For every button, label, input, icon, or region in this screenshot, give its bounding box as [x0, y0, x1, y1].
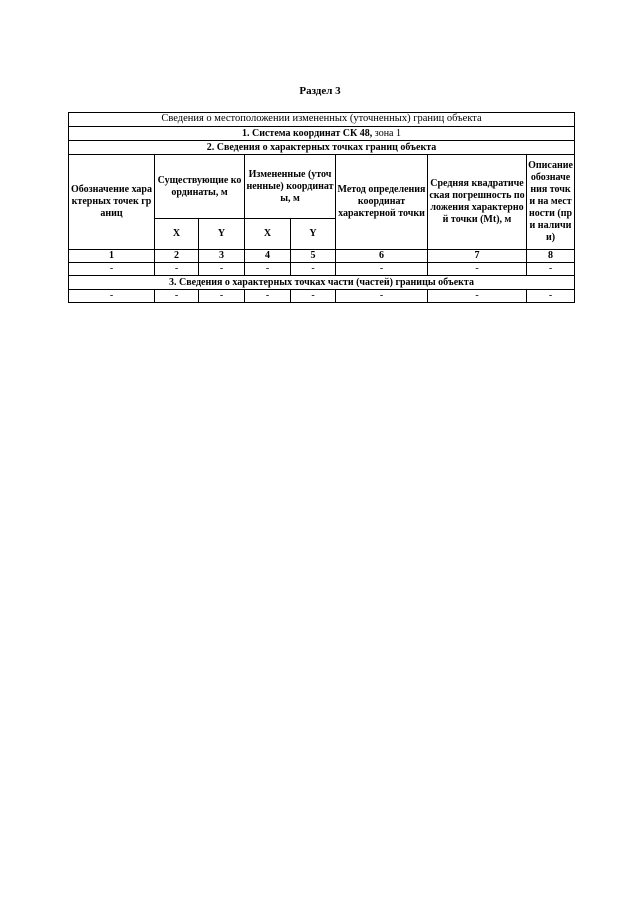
- column-number: 6: [336, 250, 428, 263]
- header-method: Метод определения координат характерной точки: [336, 155, 428, 250]
- subheader-y-changed: Y: [291, 219, 336, 250]
- column-number: 7: [428, 250, 527, 263]
- table-cell: -: [199, 290, 245, 303]
- column-number: 5: [291, 250, 336, 263]
- table-cell: -: [199, 263, 245, 276]
- subheader-y-existing: Y: [199, 219, 245, 250]
- coordinate-system-row: [69, 127, 575, 141]
- table-cell: -: [69, 290, 155, 303]
- table-cell: -: [155, 263, 199, 276]
- points-section-row: 2. Сведения о характерных точках границ объекта: [69, 141, 575, 155]
- header-mean-error: Средняя квадратическая погрешность положения характерной точки (Mt), м: [428, 155, 527, 250]
- table-banner: Сведения о местоположении измененных (уточненных) границ объекта: [69, 113, 575, 127]
- column-number: 8: [527, 250, 575, 263]
- subheader-x-existing: X: [155, 219, 199, 250]
- table-cell: -: [428, 263, 527, 276]
- table-cell: -: [291, 290, 336, 303]
- table-cell: -: [69, 263, 155, 276]
- coordinate-system-label: 1. Система координат СК 48,: [242, 127, 373, 139]
- table-cell: -: [291, 263, 336, 276]
- subheader-x-changed: X: [245, 219, 291, 250]
- coordinate-system-zone: зона 1: [372, 127, 401, 139]
- column-number: 2: [155, 250, 199, 263]
- column-number: 4: [245, 250, 291, 263]
- table-cell: -: [336, 263, 428, 276]
- boundary-table: [68, 112, 575, 303]
- column-number: 3: [199, 250, 245, 263]
- section-title: Раздел 3: [299, 85, 341, 97]
- table-cell: -: [245, 263, 291, 276]
- header-point-designation: Обозначение характерных точек границ: [69, 155, 155, 250]
- table-cell: -: [336, 290, 428, 303]
- header-existing-coordinates: Существующие координаты, м: [155, 155, 245, 219]
- table-cell: -: [527, 290, 575, 303]
- column-number: 1: [69, 250, 155, 263]
- table-cell: -: [245, 290, 291, 303]
- header-changed-coordinates: Измененные (уточненные) координаты, м: [245, 155, 336, 219]
- part-points-section-row: 3. Сведения о характерных точках части (частей) границы объекта: [69, 276, 575, 290]
- table-cell: -: [527, 263, 575, 276]
- table-cell: -: [155, 290, 199, 303]
- header-description: Описание обозначения точки на местности (при наличии): [527, 155, 575, 250]
- table-cell: -: [428, 290, 527, 303]
